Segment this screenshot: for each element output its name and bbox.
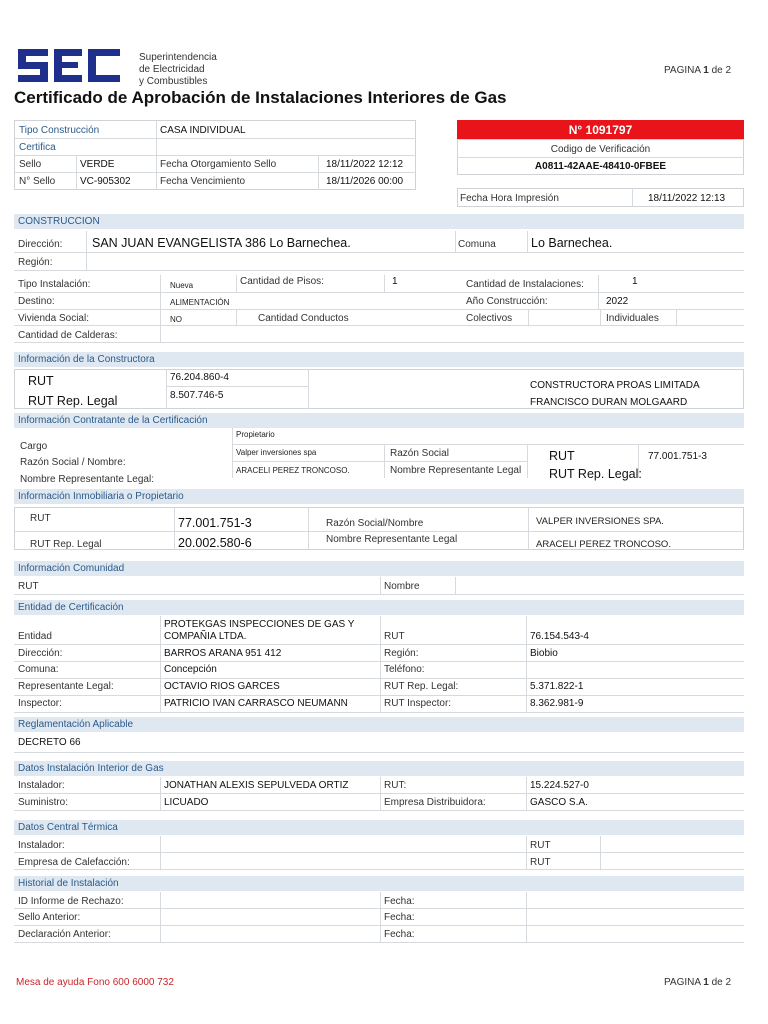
entidad-comuna-value: Concepción [164, 664, 217, 675]
section-historial: Historial de Instalación [14, 876, 744, 891]
instalador-value: JONATHAN ALEXIS SEPULVEDA ORTIZ [164, 780, 349, 791]
destino-value: ALIMENTACIÓN [170, 298, 230, 307]
instalador-label: Instalador: [18, 780, 65, 791]
entidad-rep-value: OCTAVIO RIOS GARCES [164, 681, 280, 692]
cargo-label: Cargo [20, 441, 48, 452]
cantidad-pisos-value: 1 [392, 276, 398, 287]
page-label: PAGINA [664, 65, 701, 76]
section-contratante: Información Contratante de la Certificación [14, 413, 744, 428]
comuna-label: Comuna [458, 239, 496, 250]
contratante-rut-value: 77.001.751-3 [648, 451, 707, 462]
colectivos-label: Colectivos [466, 313, 513, 324]
section-construccion: CONSTRUCCION [14, 214, 744, 229]
entidad-region-label: Región: [384, 648, 419, 659]
sec-logo-icon [16, 46, 124, 86]
inmobiliaria-rut-rep-label: RUT Rep. Legal [30, 539, 102, 550]
tipo-instalacion-label: Tipo Instalación: [18, 279, 91, 290]
page-title: Certificado de Aprobación de Instalaciones Interiores de Gas [14, 88, 507, 107]
individuales-label: Individuales [606, 313, 659, 324]
codigo-label: Codigo de Verificación [550, 144, 651, 155]
historial-fecha2-label: Fecha: [384, 912, 415, 923]
entidad-region-value: Biobio [530, 648, 558, 659]
historial-fecha1-label: Fecha: [384, 896, 415, 907]
section-central-termica: Datos Central Térmica [14, 820, 744, 835]
direccion-label: Dirección: [18, 239, 63, 250]
contratante-rut-rep-label: RUT Rep. Legal: [549, 467, 642, 481]
entidad-rut-inspector-value: 8.362.981-9 [530, 698, 584, 709]
vivienda-social-label: Vivienda Social: [18, 313, 89, 324]
footer-page-indicator [664, 977, 731, 988]
section-datos-instalacion: Datos Instalación Interior de Gas [14, 761, 744, 776]
sello-value: VERDE [80, 159, 115, 170]
inmobiliaria-razon-value: VALPER INVERSIONES SPA. [536, 516, 664, 527]
entidad-rut-rep-label: RUT Rep. Legal: [384, 681, 459, 692]
vivienda-social-value: NO [170, 315, 182, 324]
constructora-representante: FRANCISCO DURAN MOLGAARD [530, 397, 688, 408]
org-line1: Superintendencia [139, 52, 217, 63]
empresa-distribuidora-value: GASCO S.A. [530, 797, 588, 808]
certificate-number [457, 120, 744, 139]
certifica-label: Certifica [19, 142, 56, 153]
cargo-value: Propietario [236, 430, 275, 439]
entidad-value-line1: PROTEKGAS INSPECCIONES DE GAS Y [164, 619, 355, 630]
comunidad-nombre-label: Nombre [384, 581, 420, 592]
entidad-direccion-value: BARROS ARANA 951 412 [164, 648, 282, 659]
section-inmobiliaria: Información Inmobiliaria o Propietario [14, 489, 744, 504]
comunidad-rut-label: RUT [18, 581, 39, 592]
declaracion-anterior-label: Declaración Anterior: [18, 929, 111, 940]
region-label: Región: [18, 257, 53, 268]
section-reglamentacion: Reglamentación Aplicable [14, 717, 744, 732]
entidad-inspector-value: PATRICIO IVAN CARRASCO NEUMANN [164, 698, 348, 709]
entidad-direccion-label: Dirección: [18, 648, 63, 659]
section-constructora: Información de la Constructora [14, 352, 744, 367]
inmobiliaria-rut-value: 77.001.751-3 [178, 516, 252, 530]
suministro-value: LICUADO [164, 797, 209, 808]
constructora-rut-rep-label: RUT Rep. Legal [28, 394, 118, 408]
sello-anterior-label: Sello Anterior: [18, 912, 81, 923]
codigo-value: A0811-42AAE-48410-0FBEE [534, 161, 667, 172]
entidad-rut-rep-value: 5.371.822-1 [530, 681, 584, 692]
entidad-comuna-label: Comuna: [18, 664, 59, 675]
tipo-instalacion-value: Nueva [170, 281, 194, 290]
footer-page-of: de 2 [711, 977, 732, 988]
org-name [139, 52, 217, 88]
sello-label: Sello [19, 159, 42, 170]
nombre-rep2-label: Nombre Representante Legal [390, 465, 522, 476]
entidad-value-line2: COMPAÑIA LTDA. [164, 631, 247, 642]
constructora-razon-social: CONSTRUCTORA PROAS LIMITADA [530, 380, 700, 391]
footer-page-num: 1 [703, 977, 709, 988]
entidad-label: Entidad [18, 631, 52, 642]
certificate-number-text: N° 1091797 [568, 123, 633, 137]
impresion-label: Fecha Hora Impresión [460, 193, 559, 204]
razon-social2-label: Razón Social [390, 448, 449, 459]
section-comunidad: Información Comunidad [14, 561, 744, 576]
empresa-calefaccion-label: Empresa de Calefacción: [18, 857, 130, 868]
nsello-label: N° Sello [19, 176, 56, 187]
tipo-construccion-label: Tipo Construcción [19, 125, 100, 136]
fecha-vencimiento-value: 18/11/2026 00:00 [326, 176, 404, 187]
org-line2: de Electricidad [139, 64, 205, 75]
entidad-rep-label: Representante Legal: [18, 681, 114, 692]
historial-fecha3-label: Fecha: [384, 929, 415, 940]
razon-social-nombre-label: Razón Social / Nombre: [20, 457, 126, 468]
central-instalador-label: Instalador: [18, 840, 65, 851]
nsello-value: VC-905302 [80, 176, 131, 187]
anio-label: Año Construcción: [466, 296, 548, 307]
footer-page-label: PAGINA [664, 977, 701, 988]
page-indicator [664, 65, 731, 76]
impresion-value: 18/11/2022 12:13 [648, 193, 726, 204]
inmobiliaria-rut-label: RUT [30, 513, 51, 524]
central-rut1-label: RUT [530, 840, 551, 851]
central-rut2-label: RUT [530, 857, 551, 868]
cantidad-instalaciones-value: 1 [632, 276, 638, 287]
id-informe-label: ID Informe de Rechazo: [18, 896, 124, 907]
anio-value: 2022 [606, 296, 629, 307]
entidad-inspector-label: Inspector: [18, 698, 62, 709]
destino-label: Destino: [18, 296, 55, 307]
inmobiliaria-nombre-rep-label: Nombre Representante Legal [326, 534, 458, 545]
constructora-rut-value: 76.204.860-4 [170, 372, 229, 383]
page-num: 1 [703, 65, 709, 76]
direccion-value: SAN JUAN EVANGELISTA 386 Lo Barnechea. [92, 236, 351, 250]
instalador-rut-value: 15.224.527-0 [530, 780, 589, 791]
cantidad-instalaciones-label: Cantidad de Instalaciones: [466, 279, 584, 290]
instalador-rut-label: RUT: [384, 780, 407, 791]
constructora-rut-rep-value: 8.507.746-5 [170, 390, 224, 401]
inmobiliaria-nombre-rep-value: ARACELI PEREZ TRONCOSO. [536, 539, 671, 550]
help-line: Mesa de ayuda Fono 600 6000 732 [16, 977, 174, 988]
fecha-otorgamiento-label: Fecha Otorgamiento Sello [160, 159, 277, 170]
entidad-rut-inspector-label: RUT Inspector: [384, 698, 452, 709]
comuna-value: Lo Barnechea. [531, 236, 613, 250]
cantidad-conductos-label: Cantidad Conductos [258, 313, 349, 324]
nombre-rep-legal-label: Nombre Representante Legal: [20, 474, 154, 485]
empresa-distribuidora-label: Empresa Distribuidora: [384, 797, 486, 808]
fecha-vencimiento-label: Fecha Vencimiento [160, 176, 246, 187]
entidad-rut-label: RUT [384, 631, 405, 642]
contratante-rut-label: RUT [549, 449, 575, 463]
inmobiliaria-razon-label: Razón Social/Nombre [326, 518, 424, 529]
entidad-rut-value: 76.154.543-4 [530, 631, 589, 642]
reglamentacion-value: DECRETO 66 [18, 737, 81, 748]
constructora-rut-label: RUT [28, 374, 54, 388]
fecha-otorgamiento-value: 18/11/2022 12:12 [326, 159, 404, 170]
page-of: de 2 [711, 65, 732, 76]
entidad-telefono-label: Teléfono: [384, 664, 425, 675]
sec-logo [16, 46, 124, 86]
tipo-construccion-value: CASA INDIVIDUAL [160, 125, 246, 136]
razon-social-nombre-value: Valper inversiones spa [236, 448, 317, 457]
org-line3: y Combustibles [139, 76, 208, 87]
calderas-label: Cantidad de Calderas: [18, 330, 118, 341]
suministro-label: Suministro: [18, 797, 69, 808]
inmobiliaria-rut-rep-value: 20.002.580-6 [178, 536, 252, 550]
cantidad-pisos-label: Cantidad de Pisos: [240, 276, 324, 287]
section-entidad: Entidad de Certificación [14, 600, 744, 615]
nombre-rep-legal-value: ARACELI PEREZ TRONCOSO. [236, 466, 350, 475]
